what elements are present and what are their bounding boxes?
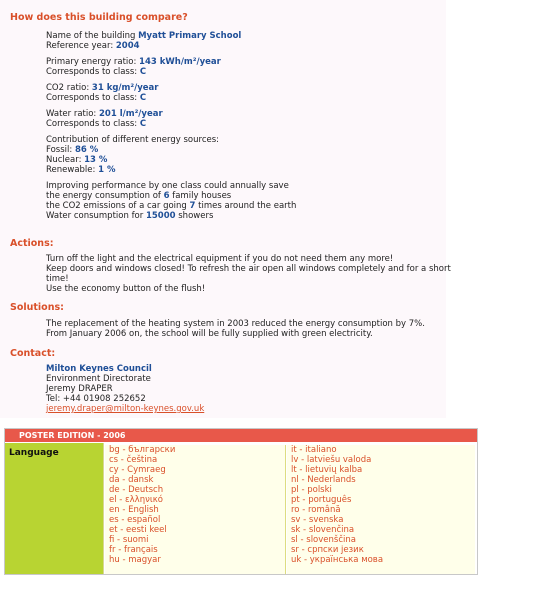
nuclear-value: 13 % [84,155,108,165]
compare-heading: How does this building compare? [10,12,188,23]
improve-houses-post: family houses [172,191,232,201]
language-link[interactable]: ro - română [291,505,341,515]
contact-email-link[interactable]: jeremy.draper@milton-keynes.gov.uk [46,404,205,414]
co2-class-value: C [139,93,147,103]
primary-energy-value: 143 kWh/m²/year [139,57,221,67]
co2-row [46,83,296,93]
co2-label: CO2 ratio: [46,83,90,93]
language-link[interactable]: cs - čeština [109,455,158,465]
contact-dept: Environment Directorate [46,374,151,384]
language-link[interactable]: da - dansk [109,475,154,485]
water-class-row [46,119,296,129]
language-column-2 [287,445,475,574]
ref-year-value: 2004 [115,41,140,51]
renewable-row [46,165,296,175]
co2-class-label: Corresponds to class: [46,93,138,103]
water-class-value: C [139,119,147,129]
poster-edition-box [4,428,478,575]
language-column-1 [105,445,286,574]
compare-details [46,31,296,221]
renewable-label: Renewable: [46,165,96,175]
fossil-label: Fossil: [46,145,73,155]
primary-class-row [46,67,296,77]
building-name-row [46,31,296,41]
language-link[interactable]: uk - українська мова [291,555,384,565]
poster-edition-header: POSTER EDITION - 2006 [5,429,477,442]
primary-energy-row [46,57,296,67]
contact-person: Jeremy DRAPER [46,384,113,394]
water-row [46,109,296,119]
reference-year-row [46,41,296,51]
nuclear-label: Nuclear: [46,155,82,165]
actions-heading: Actions: [10,238,54,249]
primary-energy-label: Primary energy ratio: [46,57,137,67]
actions-text [46,254,451,294]
renewable-value: 1 % [98,165,116,175]
ref-year-label: Reference year: [46,41,114,51]
language-link[interactable]: et - eesti keel [109,525,167,535]
language-link[interactable]: nl - Nederlands [291,475,356,485]
building-label: Name of the building [46,31,136,41]
fossil-row [46,145,296,155]
language-link[interactable]: bg - български [109,445,176,455]
water-label: Water ratio: [46,109,97,119]
language-link[interactable]: sv - svenska [291,515,344,525]
contact-tel: Tel: +44 01908 252652 [46,394,146,404]
language-link[interactable]: el - ελληνικό [109,495,163,505]
improve-showers-value: 15000 [145,211,176,221]
language-link[interactable]: sr - српски језик [291,545,364,555]
improve-times-value: 7 [189,201,196,211]
solutions-heading: Solutions: [10,302,64,313]
language-label-cell [5,443,104,574]
water-value: 201 l/m²/year [99,109,163,119]
language-label: Language [9,448,59,458]
primary-class-value: C [139,67,147,77]
language-link[interactable]: it - italiano [291,445,337,455]
improve-line-2 [46,191,296,201]
improve-water-post: showers [178,211,214,221]
water-class-label: Corresponds to class: [46,119,138,129]
contact-details [46,364,204,414]
language-link[interactable]: hu - magyar [109,555,161,565]
language-link[interactable]: de - Deutsch [109,485,164,495]
contact-heading: Contact: [10,348,56,359]
sources-label: Contribution of different energy sources: [46,135,220,145]
solutions-text [46,319,425,339]
language-link[interactable]: sl - slovenščina [291,535,356,545]
improve-car-pre: the CO2 emissions of a car going [46,201,187,211]
solution-line-2: From January 2006 on, the school will be fully supplied with green electricity. [46,329,373,339]
language-link[interactable]: cy - Cymraeg [109,465,166,475]
language-link[interactable]: fi - suomi [109,535,149,545]
improve-houses-value: 6 [163,191,170,201]
contact-org: Milton Keynes Council [46,364,152,374]
improve-line-1: Improving performance by one class could annually save [46,181,289,191]
language-link[interactable]: lv - latviešu valoda [291,455,372,465]
improve-car-post: times around the earth [198,201,297,211]
language-link[interactable]: pt - português [291,495,352,505]
language-link[interactable]: lt - lietuvių kalba [291,465,363,475]
improve-water-pre: Water consumption for [46,211,144,221]
fossil-value: 86 % [74,145,99,155]
primary-class-label: Corresponds to class: [46,67,138,77]
building-name: Myatt Primary School [138,31,242,41]
action-line-4: Use the economy button of the flush! [46,284,206,294]
language-link[interactable]: fr - français [109,545,158,555]
language-link[interactable]: sk - slovenčina [291,525,355,535]
language-link[interactable]: pl - polski [291,485,332,495]
language-table [5,443,477,574]
language-link[interactable]: en - English [109,505,159,515]
improve-line-3 [46,201,296,211]
solution-line-1: The replacement of the heating system in 2003 reduced the energy consumption by 7%. [46,319,425,329]
action-line-1: Turn off the light and the electrical equipment if you do not need them any more! [46,254,394,264]
improve-houses-pre: the energy consumption of [46,191,161,201]
action-line-2: Keep doors and windows closed! To refresh the air open all windows completely and for a short [46,264,451,274]
co2-value: 31 kg/m²/year [91,83,159,93]
co2-class-row [46,93,296,103]
language-link[interactable]: es - español [109,515,161,525]
nuclear-row [46,155,296,165]
action-line-3: time! [46,274,69,284]
improve-line-4 [46,211,296,221]
